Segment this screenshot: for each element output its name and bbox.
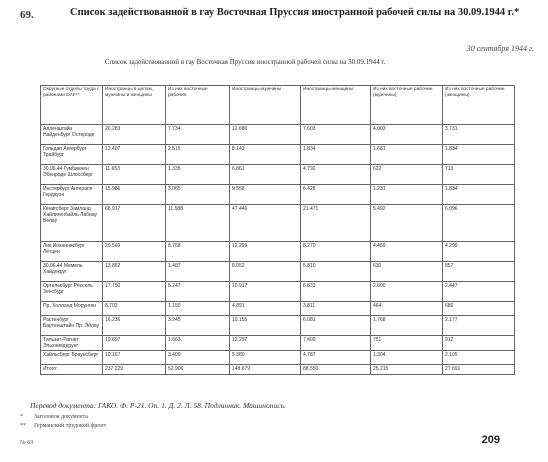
value-cell: 1.768 xyxy=(371,316,443,336)
value-cell: 47.446 xyxy=(230,205,301,242)
value-cell: 21.471 xyxy=(301,205,371,242)
value-cell: 3.945 xyxy=(166,316,230,336)
value-cell: 1.834 xyxy=(443,185,515,205)
table-title: Список задействованной в гау Восточная Пруссия иностранной рабочей силы на 30.09.1944 г. xyxy=(104,58,386,66)
value-cell: 17.750 xyxy=(103,282,166,302)
value-cell: 13.407 xyxy=(103,145,166,165)
value-cell: 10.917 xyxy=(230,282,301,302)
value-cell: 5.380 xyxy=(230,351,301,365)
value-cell: 10.167 xyxy=(103,351,166,365)
value-cell: 2.447 xyxy=(443,282,515,302)
value-cell: 68.917 xyxy=(103,205,166,242)
value-cell: 12.680 xyxy=(230,125,301,145)
value-cell: 20.283 xyxy=(103,125,166,145)
column-header: Иностранцы-женщины xyxy=(301,86,371,125)
value-cell: 3.065 xyxy=(166,185,230,205)
value-cell: 7.603 xyxy=(301,125,371,145)
column-header: Иностранцы-мужчины xyxy=(230,86,301,125)
column-header: Округные отделы труда с районами DAF** xyxy=(41,86,103,125)
value-cell: 751 xyxy=(371,336,443,351)
value-cell: 12.297 xyxy=(230,336,301,351)
document-number: 69. xyxy=(20,9,34,21)
district-cell: Растенбург Бартенштайн Пр. Эйлау xyxy=(41,316,103,336)
value-cell: 1.231 xyxy=(371,185,443,205)
table-row xyxy=(41,302,515,316)
footnote xyxy=(20,423,106,429)
value-cell: 2.177 xyxy=(443,316,515,336)
value-cell: 2.515 xyxy=(166,145,230,165)
value-cell: 912 xyxy=(443,336,515,351)
table-row xyxy=(41,165,515,185)
footnote xyxy=(20,414,88,420)
document-title: Список задействованной в гау Восточная Пруссия иностранной рабочей силы на 30.09.1944 г.* xyxy=(70,7,520,18)
value-cell: 6.861 xyxy=(230,165,301,185)
translation-note: Перевод документа: ГАКО. Ф. Р-21. Оп. 1. Д. 2. Л. 58. Подлинник. Машинопись. xyxy=(30,401,286,410)
value-cell: 4.469 xyxy=(371,242,443,262)
district-cell: 30.06.44 Гумбиннен Эбенроде Шлоссберг xyxy=(41,165,103,185)
total-cell: 27.691 xyxy=(443,365,515,375)
value-cell: 12.299 xyxy=(230,242,301,262)
value-cell: 6.096 xyxy=(443,205,515,242)
total-cell: 237.229 xyxy=(103,365,166,375)
value-cell: 9.558 xyxy=(230,185,301,205)
value-cell: 1.663 xyxy=(166,336,230,351)
table-row xyxy=(41,336,515,351)
value-cell: 20.569 xyxy=(103,242,166,262)
table-row xyxy=(41,282,515,302)
column-header: Из них восточные рабочие (мужчины) xyxy=(371,86,443,125)
value-cell: 1.335 xyxy=(166,165,230,185)
district-cell: Тильзит-Рагнит Эльхниедерунг xyxy=(41,336,103,351)
value-cell: 4.299 xyxy=(443,242,515,262)
table-row xyxy=(41,242,515,262)
value-cell: 15.986 xyxy=(103,185,166,205)
page-label: № 69 xyxy=(20,440,34,446)
value-cell: 5.492 xyxy=(371,205,443,242)
value-cell: 4.891 xyxy=(230,302,301,316)
total-cell: 148.679 xyxy=(230,365,301,375)
value-cell: 1.834 xyxy=(301,145,371,165)
district-cell: Кёнигсберг Замланд Хайлигенбайль Лабиау Велау xyxy=(41,205,103,242)
total-label-cell: Итого: xyxy=(41,365,103,375)
labor-force-table xyxy=(40,85,515,375)
column-header: Из них восточные рабочие xyxy=(166,86,230,125)
footnote-text: Заголовок документа xyxy=(34,414,88,420)
value-cell: 4.792 xyxy=(301,165,371,185)
value-cell: 6.081 xyxy=(301,316,371,336)
footnote-mark: ** xyxy=(20,423,26,429)
table-row xyxy=(41,351,515,365)
table-row xyxy=(41,316,515,336)
value-cell: 13.862 xyxy=(103,262,166,282)
table-total-row xyxy=(41,365,515,375)
value-cell: 1.304 xyxy=(371,351,443,365)
district-cell: Ортельсбург Рёссель Зенсбург xyxy=(41,282,103,302)
district-cell: 30.06.44 Мемель Хайдекруг xyxy=(41,262,103,282)
value-cell: 19.697 xyxy=(103,336,166,351)
value-cell: 8.270 xyxy=(301,242,371,262)
district-cell: Пр. Холланд Морунген xyxy=(41,302,103,316)
value-cell: 7.400 xyxy=(301,336,371,351)
table-row xyxy=(41,125,515,145)
total-cell: 25.215 xyxy=(371,365,443,375)
value-cell: 5.810 xyxy=(301,262,371,282)
footnote-mark: * xyxy=(20,414,23,420)
table-row xyxy=(41,262,515,282)
document-date: 30 сентября 1944 г. xyxy=(466,44,534,53)
value-cell: 713 xyxy=(443,165,515,185)
value-cell: 6.833 xyxy=(301,282,371,302)
district-cell: Лик Иоханнисбург Лётцен xyxy=(41,242,103,262)
value-cell: 8.702 xyxy=(103,302,166,316)
value-cell: 8.052 xyxy=(230,262,301,282)
value-cell: 1.487 xyxy=(166,262,230,282)
footnote-text: Германский трудовой фронт xyxy=(34,423,107,429)
value-cell: 2.800 xyxy=(371,282,443,302)
value-cell: 622 xyxy=(371,165,443,185)
district-cell: Инстербург Ангерапп Гердауэн xyxy=(41,185,103,205)
district-cell: Хайльсберг Браунсберг xyxy=(41,351,103,365)
value-cell: 7.734 xyxy=(166,125,230,145)
value-cell: 1.150 xyxy=(166,302,230,316)
district-cell: Гольдап Ангербург Трайбург xyxy=(41,145,103,165)
district-cell: Алленштайн Найденбург Остероде xyxy=(41,125,103,145)
table-header-row xyxy=(41,86,515,125)
value-cell: 10.155 xyxy=(230,316,301,336)
value-cell: 6.428 xyxy=(301,185,371,205)
value-cell: 630 xyxy=(371,262,443,282)
value-cell: 1.681 xyxy=(371,145,443,165)
value-cell: 3.409 xyxy=(166,351,230,365)
value-cell: 11.653 xyxy=(103,165,166,185)
column-header: Иностранцы в целом, мужчины и женщины xyxy=(103,86,166,125)
value-cell: 11.588 xyxy=(166,205,230,242)
value-cell: 3.811 xyxy=(301,302,371,316)
value-cell: 8.143 xyxy=(230,145,301,165)
value-cell: 4.787 xyxy=(301,351,371,365)
table-row xyxy=(41,185,515,205)
page-number: 209 xyxy=(481,434,500,446)
value-cell: 16.236 xyxy=(103,316,166,336)
value-cell: 686 xyxy=(443,302,515,316)
value-cell: 1.834 xyxy=(443,145,515,165)
value-cell: 857 xyxy=(443,262,515,282)
total-cell: 88.550 xyxy=(301,365,371,375)
value-cell: 3.731 xyxy=(443,125,515,145)
column-header: Из них восточные рабочие (женщины) xyxy=(443,86,515,125)
value-cell: 2.105 xyxy=(443,351,515,365)
value-cell: 8.768 xyxy=(166,242,230,262)
value-cell: 5.247 xyxy=(166,282,230,302)
table-row xyxy=(41,145,515,165)
table-row xyxy=(41,205,515,242)
value-cell: 464 xyxy=(371,302,443,316)
total-cell: 52.906 xyxy=(166,365,230,375)
value-cell: 4.003 xyxy=(371,125,443,145)
